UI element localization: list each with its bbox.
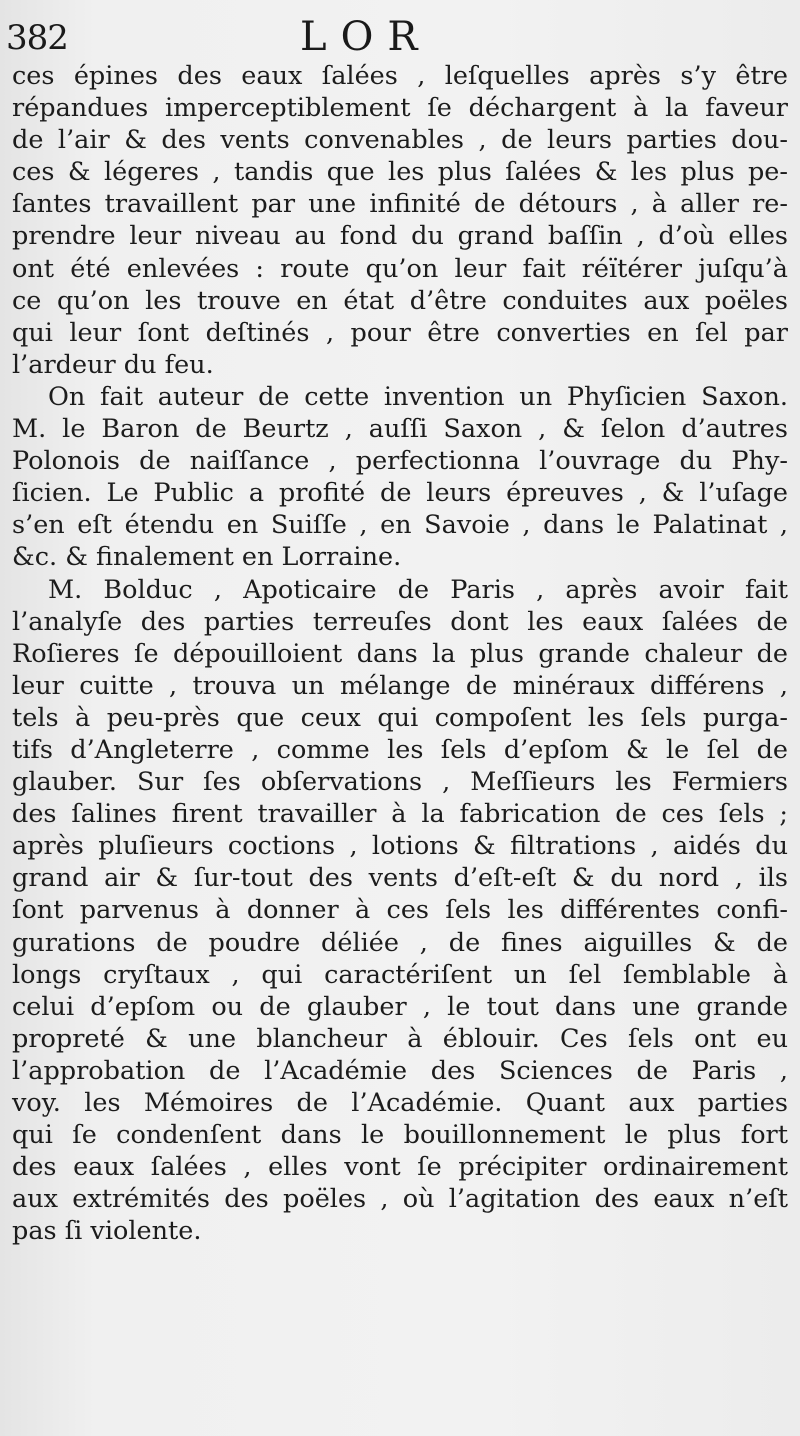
- body-text: [12, 60, 788, 1247]
- text-line: M. Bolduc , Apoticaire de Paris , après avoir fait: [48, 574, 788, 605]
- text-line: après pluſieurs coctions , lotions & filtrations , aidés du: [12, 831, 788, 862]
- text-line: ce qu’on les trouve en état d’être conduites aux poëles: [12, 285, 788, 316]
- text-line: prendre leur niveau au fond du grand baſſin , d’où elles: [12, 221, 788, 252]
- paragraph-2: [12, 381, 788, 574]
- text-line: pas ſi violente.: [12, 1216, 202, 1247]
- running-head: LOR: [300, 14, 432, 60]
- page-number: 382: [6, 18, 68, 58]
- text-line: ſicien. Le Public a profité de leurs épreuves , & l’uſage: [12, 478, 788, 509]
- text-line: longs cryſtaux , qui caractériſent un ſel ſemblable à: [12, 959, 788, 990]
- text-line: M. le Baron de Beurtz , auſſi Saxon , & ſelon d’autres: [12, 414, 788, 445]
- text-line: ces épines des eaux ſalées , leſquelles après s’y être: [12, 61, 788, 91]
- text-line: ſantes travaillent par une infinité de détours , à aller re-: [12, 189, 788, 220]
- text-line: l’ardeur du feu.: [12, 349, 214, 380]
- text-line: s’en eſt étendu en Suiſſe , en Savoie , dans le Palatinat ,: [12, 510, 788, 541]
- text-line: Roſieres ſe dépouilloient dans la plus grande chaleur de: [12, 638, 788, 669]
- text-line: voy. les Mémoires de l’Académie. Quant aux parties: [12, 1088, 788, 1118]
- text-line: celui d’epſom ou de glauber , le tout dans une grande: [12, 991, 788, 1022]
- text-line: grand air & ſur-tout des vents d’eſt-eſt & du nord , ils: [12, 863, 788, 894]
- paragraph-3: [12, 574, 788, 1248]
- text-line: qui ſe condenſent dans le bouillonnement le plus fort: [12, 1120, 788, 1151]
- text-line: ont été enlevées : route qu’on leur fait réïtérer juſqu’à: [12, 253, 788, 284]
- text-line: tels à peu-près que ceux qui compoſent les ſels purga-: [12, 702, 788, 733]
- text-line: ces & légeres , tandis que les plus ſalées & les plus pe-: [12, 157, 788, 188]
- paragraph-1: [12, 60, 788, 381]
- text-line: leur cuitte , trouva un mélange de minéraux différens ,: [12, 670, 788, 701]
- text-line: des ſalines firent travailler à la fabrication de ces ſels ;: [12, 799, 788, 830]
- text-line: On fait auteur de cette invention un Phyſicien Saxon.: [48, 381, 788, 412]
- text-line: propreté & une blancheur à éblouir. Ces ſels ont eu: [12, 1023, 788, 1054]
- text-line: de l’air & des vents convenables , de leurs parties dou-: [12, 125, 788, 156]
- text-line: tifs d’Angleterre , comme les ſels d’epſom & le ſel de: [12, 734, 788, 765]
- text-line: qui leur ſont deſtinés , pour être converties en ſel par: [12, 317, 788, 348]
- page-header: [0, 14, 800, 64]
- text-line: aux extrémités des poëles , où l’agitation des eaux n’eſt: [12, 1184, 788, 1215]
- text-line: l’approbation de l’Académie des Sciences de Paris ,: [12, 1055, 788, 1086]
- text-line: l’analyſe des parties terreuſes dont les eaux ſalées de: [12, 606, 788, 637]
- text-line: glauber. Sur ſes obſervations , Meſſieurs les Fermiers: [12, 767, 788, 798]
- text-line: gurations de poudre déliée , de fines aiguilles & de: [12, 927, 788, 958]
- text-line: des eaux ſalées , elles vont ſe précipiter ordinairement: [12, 1152, 788, 1183]
- text-line: ſont parvenus à donner à ces ſels les différentes confi-: [12, 895, 788, 926]
- text-line: Polonois de naiſſance , perfectionna l’ouvrage du Phy-: [12, 446, 788, 477]
- text-line: répandues imperceptiblement ſe déchargent à la faveur: [12, 93, 788, 124]
- text-line: &c. & finalement en Lorraine.: [12, 542, 402, 573]
